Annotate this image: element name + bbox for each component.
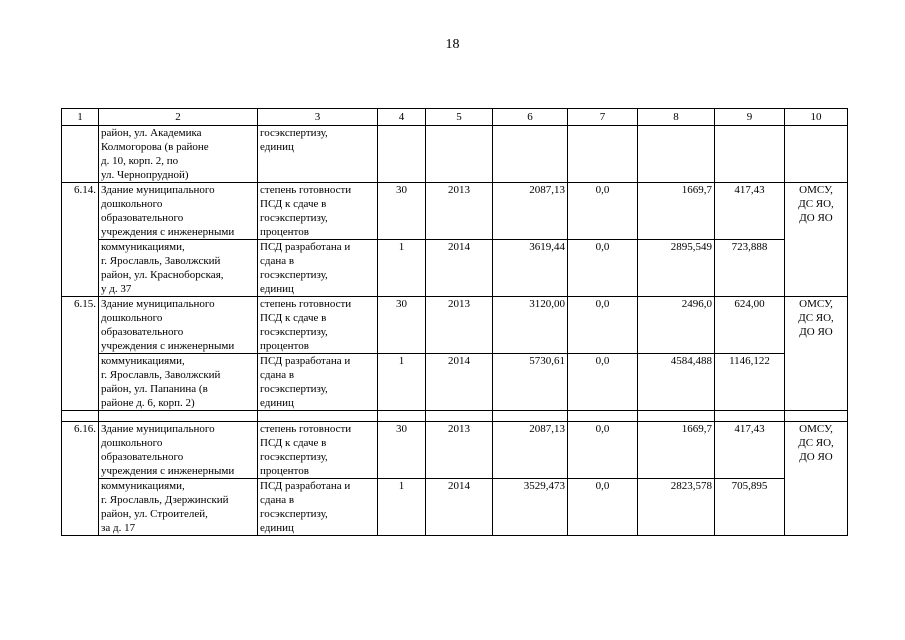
table-row: [62, 240, 848, 297]
indicator-value: 30: [378, 422, 426, 479]
column-number-row: [62, 109, 848, 126]
col-num-7: 7: [568, 109, 638, 126]
col-num-9: 9: [715, 109, 785, 126]
municipal-amount: 417,43: [715, 422, 785, 479]
spacer-row: [62, 411, 848, 422]
indicator-value: 30: [378, 183, 426, 240]
federal-amount: [568, 126, 638, 183]
total-amount: 3120,00: [493, 297, 568, 354]
col-num-8: 8: [638, 109, 715, 126]
regional-amount: 2823,578: [638, 479, 715, 536]
col-num-3: 3: [258, 109, 378, 126]
table-row: [62, 126, 848, 183]
object-name: коммуникациями, г. Ярославль, Заволжский район, ул. Папанина (в районе д. 6, корп. 2): [99, 354, 258, 411]
object-name: Здание муниципального дошкольного образовательного учреждения с инженерными: [99, 422, 258, 479]
indicator-value: 1: [378, 354, 426, 411]
indicator-value: 30: [378, 297, 426, 354]
municipal-amount: 705,895: [715, 479, 785, 536]
total-amount: 5730,61: [493, 354, 568, 411]
page-number: 18: [445, 37, 460, 52]
row-number: 6.14.: [62, 183, 99, 297]
year: 2014: [426, 354, 493, 411]
responsible: ОМСУ, ДС ЯО, ДО ЯО: [785, 297, 848, 411]
municipal-amount: 723,888: [715, 240, 785, 297]
row-number: [62, 126, 99, 183]
indicator: госэкспертизу, единиц: [258, 126, 378, 183]
responsible: [785, 126, 848, 183]
col-num-4: 4: [378, 109, 426, 126]
regional-amount: [638, 126, 715, 183]
federal-amount: 0,0: [568, 479, 638, 536]
indicator-value: [378, 126, 426, 183]
indicator: степень готовности ПСД к сдаче в госэкспертизу, процентов: [258, 297, 378, 354]
indicator: степень готовности ПСД к сдаче в госэкспертизу, процентов: [258, 183, 378, 240]
table-row: [62, 183, 848, 240]
object-name: район, ул. Академика Колмогорова (в районе д. 10, корп. 2, по ул. Чернопрудной): [99, 126, 258, 183]
municipal-amount: 1146,122: [715, 354, 785, 411]
col-num-5: 5: [426, 109, 493, 126]
municipal-amount: 417,43: [715, 183, 785, 240]
indicator-value: 1: [378, 479, 426, 536]
total-amount: 2087,13: [493, 422, 568, 479]
object-name: Здание муниципального дошкольного образовательного учреждения с инженерными: [99, 183, 258, 240]
col-num-6: 6: [493, 109, 568, 126]
indicator: степень готовности ПСД к сдаче в госэкспертизу, процентов: [258, 422, 378, 479]
object-name: коммуникациями, г. Ярославль, Дзержинский район, ул. Строителей, за д. 17: [99, 479, 258, 536]
indicator: ПСД разработана и сдана в госэкспертизу, единиц: [258, 240, 378, 297]
object-name: коммуникациями, г. Ярославль, Заволжский район, ул. Красноборская, у д. 37: [99, 240, 258, 297]
federal-amount: 0,0: [568, 183, 638, 240]
table-row: [62, 297, 848, 354]
federal-amount: 0,0: [568, 354, 638, 411]
municipal-amount: [715, 126, 785, 183]
federal-amount: 0,0: [568, 297, 638, 354]
program-table: [61, 108, 848, 536]
regional-amount: 2895,549: [638, 240, 715, 297]
total-amount: 2087,13: [493, 183, 568, 240]
table-row: [62, 354, 848, 411]
year: 2013: [426, 183, 493, 240]
col-num-10: 10: [785, 109, 848, 126]
indicator-value: 1: [378, 240, 426, 297]
federal-amount: 0,0: [568, 240, 638, 297]
total-amount: 3619,44: [493, 240, 568, 297]
object-name: Здание муниципального дошкольного образовательного учреждения с инженерными: [99, 297, 258, 354]
year: 2014: [426, 240, 493, 297]
indicator: ПСД разработана и сдана в госэкспертизу, единиц: [258, 354, 378, 411]
regional-amount: 2496,0: [638, 297, 715, 354]
table-row: [62, 422, 848, 479]
table-row: [62, 479, 848, 536]
municipal-amount: 624,00: [715, 297, 785, 354]
responsible: ОМСУ, ДС ЯО, ДО ЯО: [785, 422, 848, 536]
regional-amount: 1669,7: [638, 183, 715, 240]
row-number: 6.16.: [62, 422, 99, 536]
row-number: 6.15.: [62, 297, 99, 411]
federal-amount: 0,0: [568, 422, 638, 479]
total-amount: [493, 126, 568, 183]
regional-amount: 1669,7: [638, 422, 715, 479]
col-num-2: 2: [99, 109, 258, 126]
col-num-1: 1: [62, 109, 99, 126]
total-amount: 3529,473: [493, 479, 568, 536]
year: 2013: [426, 297, 493, 354]
year: 2013: [426, 422, 493, 479]
year: 2014: [426, 479, 493, 536]
regional-amount: 4584,488: [638, 354, 715, 411]
year: [426, 126, 493, 183]
responsible: ОМСУ, ДС ЯО, ДО ЯО: [785, 183, 848, 297]
indicator: ПСД разработана и сдана в госэкспертизу, единиц: [258, 479, 378, 536]
